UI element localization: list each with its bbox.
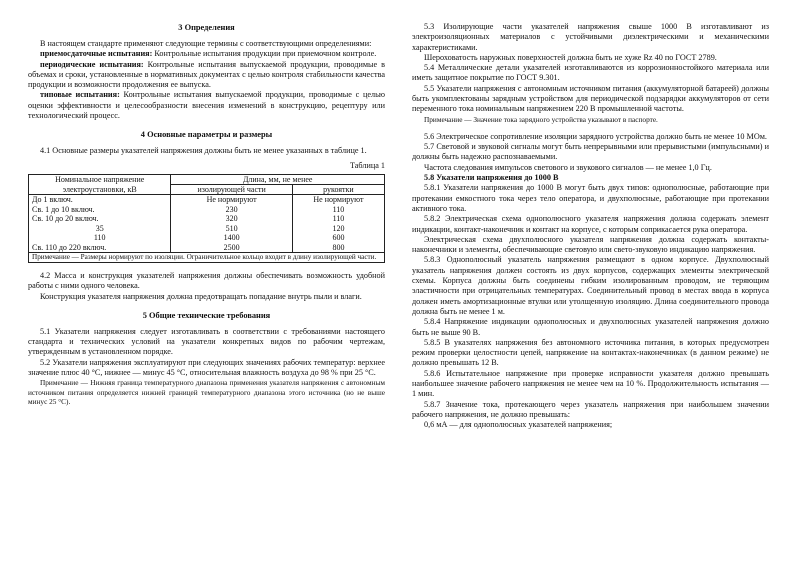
table-row bbox=[29, 224, 385, 233]
table-cell: 320 bbox=[171, 214, 292, 223]
left-column bbox=[28, 22, 385, 406]
paragraph-5-8-4: 5.8.4 Напряжение индикации однополюсных и двухполюсных указателей напряжения должно быть не выше 90 В. bbox=[412, 317, 769, 337]
note-5-2: Примечание — Нижняя граница температурного диапазона применения указателя напряжения с автономным источником питания определяется нижней границей температурного диапазона этого источника (но не выше минус 25 °С). bbox=[28, 378, 385, 406]
paragraph-5-7b: Частота следования импульсов светового и звукового сигналов — не менее 1,0 Гц. bbox=[424, 162, 712, 172]
section-3-intro: В настоящем стандарте применяют следующие термины с соответствующими определениями: bbox=[40, 39, 372, 48]
definition-acceptance bbox=[28, 49, 385, 59]
section-3-heading: 3 Определения bbox=[178, 23, 235, 32]
definition-periodic bbox=[28, 60, 385, 91]
dimensions-table bbox=[28, 174, 385, 263]
paragraph-5-3: 5.3 Изолирующие части указателей напряжения свыше 1000 В изготавливают из электроизоляционных материалов с устойчивыми диэлектрическими и механическими характеристиками. bbox=[412, 22, 769, 52]
section-5-heading: 5 Общие технические требования bbox=[142, 310, 271, 320]
table-cell: До 1 включ. bbox=[29, 195, 171, 205]
paragraph-4-1: 4.1 Основные размеры указателей напряжения должны быть не менее указанных в таблице 1. bbox=[40, 146, 367, 156]
paragraph-5-2: 5.2 Указатели напряжения эксплуатируют при следующих значениях рабочих температур: верхнее значение плюс 40 °С, нижнее — минус 45 °С, относительная влажность воздуха до 98 % при 25 °С. bbox=[28, 357, 385, 377]
table-header-handle: рукоятки bbox=[292, 185, 384, 195]
table-row bbox=[29, 195, 385, 205]
table-row bbox=[29, 233, 385, 242]
table-cell: 510 bbox=[171, 224, 292, 233]
paragraph-5-1: 5.1 Указатели напряжения следует изготавливать в соответствии с требованиями настоящего стандарта и технических условий на указатели конкретных видов по рабочим чертежам, утвержденным в установленном порядке. bbox=[28, 326, 385, 357]
table-note: Примечание — Размеры нормируют по изоляции. Ограничительное кольцо входит в длину изолирующей части. bbox=[29, 252, 385, 262]
table-cell: 110 bbox=[292, 214, 384, 223]
table-cell: 1400 bbox=[171, 233, 292, 242]
table-cell: 600 bbox=[292, 233, 384, 242]
table-cell: 120 bbox=[292, 224, 384, 233]
table-cell: Не нормируют bbox=[171, 195, 292, 205]
table-cell: 110 bbox=[292, 205, 384, 214]
table-row bbox=[29, 205, 385, 214]
paragraph-5-6: 5.6 Электрическое сопротивление изоляции зарядного устройства должно быть не менее 10 МОм. bbox=[424, 131, 767, 141]
table-cell: 110 bbox=[29, 233, 171, 242]
definition-text: Контрольные испытания продукции при приемочном контроле. bbox=[152, 49, 377, 59]
table-cell: 2500 bbox=[171, 243, 292, 253]
paragraph-5-5: 5.5 Указатели напряжения с автономным источником питания (аккумуляторной батареей) должны быть укомплектованы зарядным устройством для периодической подзарядки аккумуляторов от сети переменного тока номинальным напряжением 220 В промышленной частоты. bbox=[412, 83, 769, 114]
paragraph-4-2: 4.2 Масса и конструкция указателей напряжения должны обеспечивать возможность удобной работы с ними одного человека. bbox=[28, 270, 385, 291]
paragraph-5-3b: Шероховатость наружных поверхностей должна быть не хуже Rz 40 по ГОСТ 2789. bbox=[424, 52, 717, 62]
table-cell: Св. 10 до 20 включ. bbox=[29, 214, 171, 223]
definition-term: приемосдаточные испытания: bbox=[40, 49, 153, 59]
paragraph-5-8-2b: Электрическая схема двухполюсного указателя напряжения должна содержать контакты-наконечники и элементы, обеспечивающие световую или свето-звуковую индикацию напряжения. bbox=[412, 234, 769, 255]
section-4-heading: 4 Основные параметры и размеры bbox=[140, 130, 273, 140]
paragraph-5-8-2: 5.8.2 Электрическая схема однополюсного указателя напряжения должна содержать элемент индикации, контакт-наконечник и контакт на корпусе, с которым соприкасается рука оператора. bbox=[412, 214, 769, 234]
table-caption: Таблица 1 bbox=[349, 160, 385, 170]
table-row bbox=[29, 214, 385, 223]
table-cell: Св. 110 до 220 включ. bbox=[29, 243, 171, 253]
definition-text: Контрольные испытания выпускаемой продукции, проводимые в объемах и сроки, установленные в нормативных документах с целью контроля стабильности качества продукции и возможности продолжения ее выпуска. bbox=[28, 59, 386, 90]
right-column bbox=[412, 22, 769, 430]
table-row bbox=[29, 243, 385, 253]
definition-text: Контрольные испытания выпускаемой продукции, проводимые с целью оценки эффективности и целесообразности внесения изменений в конструкцию, рецептуру или технологический процесс. bbox=[28, 90, 385, 121]
note-5-5: Примечание — Значение тока зарядного устройства указывают в паспорте. bbox=[424, 114, 658, 124]
definition-term: типовые испытания: bbox=[40, 90, 120, 100]
paragraph-5-4: 5.4 Металлические детали указателей изготавливаются из коррозионностойкого материала или иметь защитное покрытие по ГОСТ 9.301. bbox=[412, 63, 769, 83]
definition-term: периодические испытания: bbox=[40, 59, 144, 69]
paragraph-5-8-3: 5.8.3 Однополюсный указатель напряжения размещают в одном корпусе. Двухполюсный указатель напряжения должен состоять из двух корпусов, содержащих элементы электрической схемы. Корпуса должны быть соединены гибким изолированным проводом, не теряющим эластичности при отрицательных температурах. Соединительный провод в местах ввода в корпуса должен иметь амортизационные втулки или утолщенную изоляцию. Длина соединительного провода должна быть не менее 1 м. bbox=[412, 255, 769, 316]
paragraph-4-2b: Конструкция указателя напряжения должна предотвращать попадание внутрь пыли и влаги. bbox=[40, 291, 362, 301]
definition-type bbox=[28, 90, 385, 121]
table-cell: 230 bbox=[171, 205, 292, 214]
paragraph-5-8-7: 5.8.7 Значение тока, протекающего через указатель напряжения при наибольшем значении рабочего напряжения, не должно превышать: bbox=[412, 399, 769, 419]
heading-5-8: 5.8 Указатели напряжения до 1000 В bbox=[424, 173, 559, 183]
table-header-length: Длина, мм, не менее bbox=[171, 174, 385, 184]
table-header-insulating: изолирующей части bbox=[171, 185, 292, 195]
paragraph-5-8-5: 5.8.5 В указателях напряжения без автономного источника питания, в которых предусмотрен режим проверки целостности цепей, напряжение на контактах-наконечниках (в данном режиме) не должно превышать 12 В. bbox=[412, 337, 769, 368]
paragraph-5-8-7a: 0,6 мА — для однополюсных указателей напряжения; bbox=[424, 420, 613, 430]
table-header-voltage: Номинальное напряжение электроустановки, кВ bbox=[29, 174, 171, 195]
table-cell: Не нормируют bbox=[292, 195, 384, 205]
table-cell: Св. 1 до 10 включ. bbox=[29, 205, 171, 214]
paragraph-5-8-1: 5.8.1 Указатели напряжения до 1000 В могут быть двух типов: однополюсные, работающие при протекании емкостного тока через тело оператора, и двухполюсные, работающие при протекании активного тока. bbox=[412, 183, 769, 213]
paragraph-5-7: 5.7 Световой и звуковой сигналы могут быть непрерывными или прерывистыми (импульсными) и должны быть надежно распознаваемыми. bbox=[412, 142, 769, 162]
table-cell: 800 bbox=[292, 243, 384, 253]
paragraph-5-8-6: 5.8.6 Испытательное напряжение при проверке исправности указателя должно превышать наибольшее значение рабочего напряжения не менее чем на 10 %. Продолжительность испытания — 1 мин. bbox=[412, 368, 769, 399]
table-cell: 35 bbox=[29, 224, 171, 233]
